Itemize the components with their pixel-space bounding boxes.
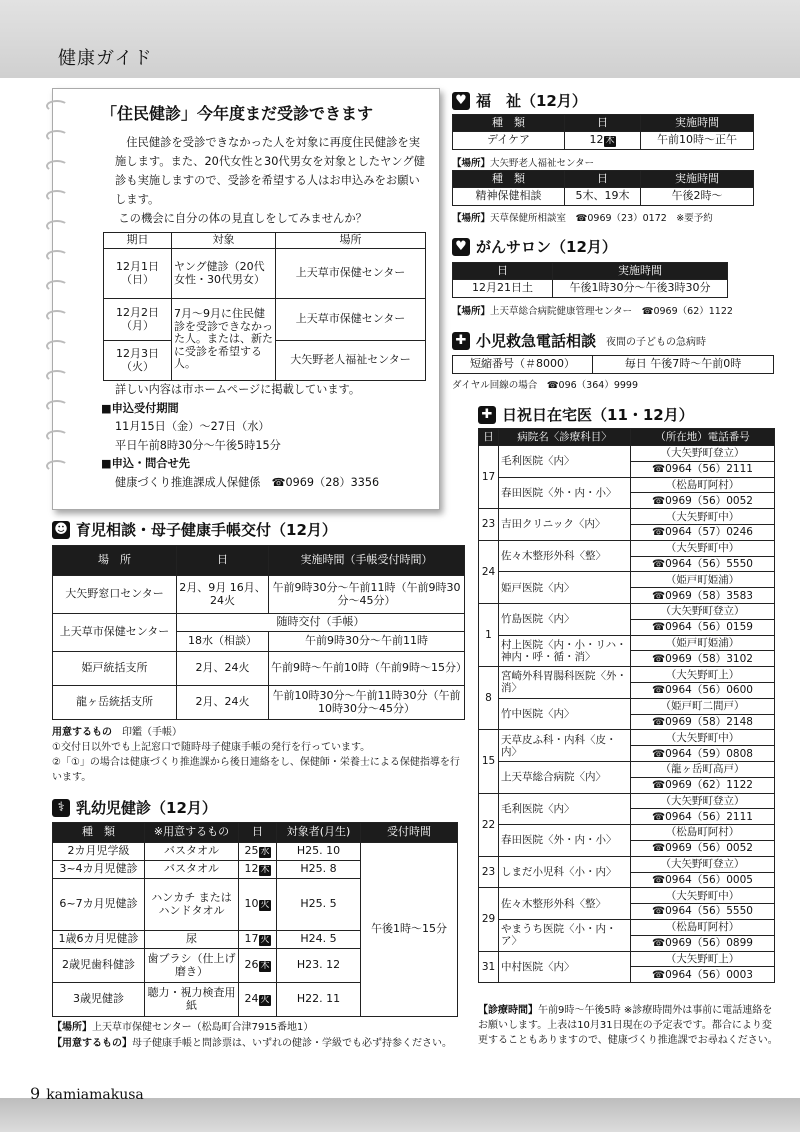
ikuji-table: 場 所 日 実施時間（手帳受付時間） 大矢野窓口センター 2月、9月 16月、24火 午前9時30分～午前11時（午前9時30分～45分） 上天草市保健センター 随時交付（手帳） 18水（相談） 午前9時30分～午前11時 姫戸統括支所 2月、24火 午前9時～午前10時（午前9時～15分） 龍ヶ岳統括支所 2月、24火 午前10時30分～午前11時30分（午前10時30分～45分） xyxy=(52,545,465,720)
clinic-location: （大矢野町登立） xyxy=(631,603,775,619)
duty-day: 31 xyxy=(479,951,499,983)
page-number: 9 kamiamakusa xyxy=(30,1084,144,1103)
zaitaku-note: 【診療時間】午前9時～午後5時 ※診療時間外は事前に電話連絡をお願いします。上表は10月31日現在の予定表です。都合により変更することもありますので、健康づくり推進課でお尋ねください。 xyxy=(478,1005,778,1046)
fukushi-heading: ♥ 福 祉（12月） xyxy=(452,90,587,111)
ikuji-notes: 用意するもの 印鑑（手帳） ①交付日以外でも上記窓口で随時母子健康手帳の発行を行っています。 ②「①」の場合は健康づくり推進課から後日連絡をし、保健師・栄養士による保健指導を行います。 xyxy=(52,727,460,783)
duty-day: 8 xyxy=(479,667,499,730)
clinic-phone: ☎0964（56）0600 xyxy=(631,682,775,698)
clinic-phone: ☎0964（56）0005 xyxy=(631,872,775,888)
kyukyu-heading: ✚ 小児救急電話相談 夜間の子どもの急病時 xyxy=(452,330,706,351)
clinic-phone: ☎0964（56）2111 xyxy=(631,809,775,825)
clinic-location: （大矢野町登立） xyxy=(631,446,775,462)
clinic-location: （大矢野町登立） xyxy=(631,856,775,872)
clinic-phone: ☎0969（56）0899 xyxy=(631,935,775,951)
clinic-location: （大矢野町上） xyxy=(631,667,775,683)
duty-day: 24 xyxy=(479,540,499,603)
notice-info: 詳しい内容は市ホームページに掲載しています。 ■申込受付期間 11月15日（金）～27日（水） 平日午前8時30分～午後5時15分 ■申込・問合せ先 健康づくり推進課成人保健係 ☎0969（28）3356 xyxy=(101,383,380,489)
baby-icon: ☻ xyxy=(52,521,70,539)
kyukyu-dial: ダイヤル回線の場合 ☎096（364）9999 xyxy=(452,380,638,391)
clinic-location: （松島町阿村） xyxy=(631,477,775,493)
notebook-rings xyxy=(46,100,70,500)
gan-heading: ♥ がんサロン（12月） xyxy=(452,236,617,257)
zaitaku-heading: ✚ 日祝日在宅医（11・12月） xyxy=(478,404,694,425)
clinic-location: （松島町阿村） xyxy=(631,825,775,841)
clinic-name: 春田医院〈外・内・小〉 xyxy=(499,825,631,857)
clinic-name: 中村医院〈内〉 xyxy=(499,951,631,983)
clinic-phone: ☎0964（56）5550 xyxy=(631,904,775,920)
clinic-phone: ☎0964（59）0808 xyxy=(631,746,775,762)
clinic-location: （姫戸町姫浦） xyxy=(631,572,775,588)
clinic-name: 毛利医院〈内〉 xyxy=(499,793,631,825)
clinic-name: 姫戸医院〈内〉 xyxy=(499,572,631,604)
clinic-phone: ☎0969（56）0052 xyxy=(631,840,775,856)
zaitaku-table: 日 病院名〈診療科目〉 （所在地）電話番号 17 毛利医院〈内〉 （大矢野町登立） ☎0964（56）2111 春田医院〈外・内・小〉 （松島町阿村） ☎0969（56）0052 23 吉田クリニック〈内〉 （大矢野町中） ☎0964（57）0246 24 佐々木整形外科〈整〉 （大矢野町中） ☎0964（56）5550 姫戸医院〈内〉 （姫戸町姫浦） ☎0969（58）3583 1 竹島医院〈内〉 （大矢野町登立） ☎0964（56）0159 村上医院〈内・小・リハ・神内・呼・循・消〉 （姫戸町姫浦） ☎0969（58）3102 8 宮崎外科胃腸科医院〈外・消〉 （大矢野町上） ☎0964（56）0600 竹中医院〈内〉 （姫戸町二間戸） ☎0969（58）2148 15 天草皮ふ科・内科〈皮・内〉 （大矢野町中） ☎0964（59）0808 上天草総合病院〈内〉 （龍ヶ岳町高戸） ☎0969（62）1122 22 毛利医院〈内〉 （大矢野町登立） ☎0964（56）2111 春田医院〈外・内・小〉 （松島町阿村） ☎0969（56）0052 23 しまだ小児科〈小・内〉 （大矢野町登立） ☎0964（56）0005 29 佐々木整形外科〈整〉 （大矢野町中） ☎0964（56）5550 やまうち医院〈小・内・ア〉 （松島町阿村） ☎0969（56）0899 31 中村医院〈内〉 （大矢野町上） ☎0964（56）0003 xyxy=(478,428,775,983)
clinic-phone: ☎0964（56）2111 xyxy=(631,461,775,477)
clinic-phone: ☎0964（56）0159 xyxy=(631,619,775,635)
clinic-location: （大矢野町中） xyxy=(631,540,775,556)
clinic-location: （龍ヶ岳町高戸） xyxy=(631,761,775,777)
gan-place: 【場所】上天草総合病院健康管理センター ☎0969（62）1122 xyxy=(452,306,733,317)
notice-body: 住民健診を受診できなかった人を対象に再度住民健診を実施します。また、20代女性と30代男女を対象としたヤング健診も実施しますので、受診を希望する人はお申込みをお願いします。 この機会に自分の体の見直しをしてみませんか？ xyxy=(115,136,425,225)
notice-card xyxy=(52,88,440,510)
page-footer xyxy=(0,1098,800,1132)
clinic-name: やまうち医院〈小・内・ア〉 xyxy=(499,919,631,951)
clinic-name: 村上医院〈内・小・リハ・神内・呼・循・消〉 xyxy=(499,635,631,667)
clinic-phone: ☎0969（58）2148 xyxy=(631,714,775,730)
gan-table: 日 実施時間 12月21日土 午後1時30分～午後3時30分 xyxy=(452,262,728,298)
fukushi-place-1: 【場所】大矢野老人福祉センター xyxy=(452,158,595,169)
fukushi-table-2: 種 類 日 実施時間 精神保健相談 5木、19木 午後2時～ xyxy=(452,170,754,206)
nyuyoji-heading: ⚕ 乳幼児健診（12月） xyxy=(52,797,217,818)
duty-day: 17 xyxy=(479,446,499,509)
clinic-phone: ☎0964（56）0003 xyxy=(631,967,775,983)
clinic-location: （大矢野町登立） xyxy=(631,793,775,809)
clinic-name: 佐々木整形外科〈整〉 xyxy=(499,888,631,920)
clinic-name: 天草皮ふ科・内科〈皮・内〉 xyxy=(499,730,631,762)
duty-day: 29 xyxy=(479,888,499,951)
clinic-phone: ☎0964（57）0246 xyxy=(631,524,775,540)
clinic-location: （姫戸町二間戸） xyxy=(631,698,775,714)
fukushi-place-2: 【場所】天草保健所相談室 ☎0969（23）0172 ※要予約 xyxy=(452,213,713,224)
clinic-location: （大矢野町中） xyxy=(631,509,775,525)
fukushi-table-1: 種 類 日 実施時間 デイケア 12 木 午前10時～正午 xyxy=(452,114,754,150)
clinic-location: （大矢野町上） xyxy=(631,951,775,967)
notice-title: 「住民健診」今年度まだ受診できます xyxy=(101,104,374,123)
stethoscope-icon: ⚕ xyxy=(52,799,70,817)
clinic-name: 竹中医院〈内〉 xyxy=(499,698,631,730)
clinic-name: 佐々木整形外科〈整〉 xyxy=(499,540,631,572)
clinic-name: 竹島医院〈内〉 xyxy=(499,603,631,635)
page-title: 健康ガイド xyxy=(58,48,153,69)
nyuyoji-notes: 【場所】上天草市保健センター（松島町合津7915番地1） 【用意するもの】母子健康手帳と問診票は、いずれの健診・学級でも必ず持参ください。 xyxy=(52,1022,452,1049)
nyuyoji-table: 種 類 ※用意するもの 日 対象者(月生) 受付時間 2カ月児学級 バスタオル 25 水 H25. 10 午後1時～15分 3~4カ月児健診 バスタオル 12 木 H25. 8 6~7カ月児健診 ハンカチ または ハンドタオル 10 火 H25. 5 1歳6カ月児健診 尿 17 火 H24. 5 2歳児歯科健診 歯ブラシ（仕上げ磨き） 26 木 H23. 12 3歳児健診 聴力・視力検査用紙 24 火 H22. 11 xyxy=(52,822,458,1017)
clinic-phone: ☎0969（58）3102 xyxy=(631,651,775,667)
duty-day: 15 xyxy=(479,730,499,793)
duty-day: 22 xyxy=(479,793,499,856)
clinic-name: 上天草総合病院〈内〉 xyxy=(499,761,631,793)
heart-icon: ♥ xyxy=(452,92,470,110)
clinic-phone: ☎0964（56）5550 xyxy=(631,556,775,572)
clinic-name: 毛利医院〈内〉 xyxy=(499,446,631,478)
clinic-location: （松島町阿村） xyxy=(631,919,775,935)
ikuji-heading: ☻ 育児相談・母子健康手帳交付（12月） xyxy=(52,519,337,540)
clinic-phone: ☎0969（56）0052 xyxy=(631,493,775,509)
clinic-name: 春田医院〈外・内・小〉 xyxy=(499,477,631,509)
duty-day: 23 xyxy=(479,509,499,541)
clinic-name: 吉田クリニック〈内〉 xyxy=(499,509,631,541)
duty-day: 1 xyxy=(479,603,499,666)
heart-icon: ♥ xyxy=(452,238,470,256)
clinic-name: しまだ小児科〈小・内〉 xyxy=(499,856,631,888)
medical-cross-icon: ✚ xyxy=(478,406,496,424)
clinic-location: （大矢野町中） xyxy=(631,730,775,746)
clinic-phone: ☎0969（62）1122 xyxy=(631,777,775,793)
medical-cross-icon: ✚ xyxy=(452,332,470,350)
clinic-phone: ☎0969（58）3583 xyxy=(631,588,775,604)
duty-day: 23 xyxy=(479,856,499,888)
notice-table: 期日 対象 場所 12月1日（日） ヤング健診（20代女性・30代男女） 上天草市保健センター 12月2日（月） 7月～9月に住民健診を受診できなかった人。または、新たに受診を希望する人。 上天草市保健センター 12月3日（火） 大矢野老人福祉センター xyxy=(103,232,426,381)
clinic-location: （姫戸町姫浦） xyxy=(631,635,775,651)
kyukyu-table: 短縮番号（＃8000） 毎日 午後7時～午前0時 xyxy=(452,355,774,374)
clinic-name: 宮崎外科胃腸科医院〈外・消〉 xyxy=(499,667,631,699)
clinic-location: （大矢野町中） xyxy=(631,888,775,904)
